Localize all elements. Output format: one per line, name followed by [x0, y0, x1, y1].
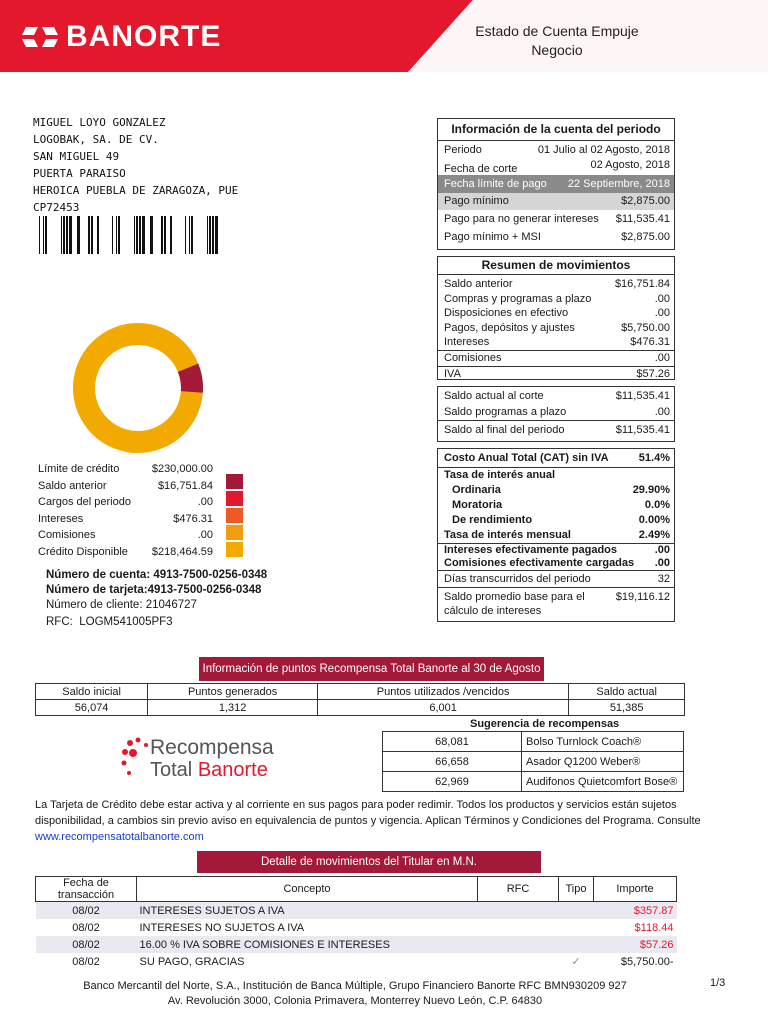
commissions-charged-row: Comisiones efectivamente cargadas .00: [444, 557, 670, 569]
points-table: [35, 683, 685, 716]
legend-swatch: [226, 491, 243, 506]
barcode-bar: [61, 216, 62, 254]
recompensa-logo-icon: [120, 735, 154, 785]
barcode-bar: [97, 216, 99, 254]
rate-row: Moratoria 0.0%: [452, 499, 670, 511]
barcode-bar: [63, 216, 65, 254]
movement-row: 08/02 INTERESES SUJETOS A IVA $357.87: [36, 902, 677, 920]
banorte-logo: [22, 20, 221, 54]
summary-title: Resumen de movimientos: [481, 258, 631, 272]
points-header: Saldo actual: [569, 684, 685, 700]
bank-footer: Banco Mercantil del Norte, S.A., Institución de Banca Múltiple, Grupo Financiero Banorte RFC BMN930209 927 Av. Revolución 3000, Colonia Primavera, Monterrey Nuevo León, C.P. 64830: [83, 980, 627, 1007]
account-details: [46, 568, 267, 630]
total-row: Saldo actual al corte $11,535.41: [444, 390, 670, 402]
barcode-bar: [134, 216, 135, 254]
barcode-bar: [191, 216, 193, 254]
summary-row: Comisiones .00: [438, 351, 674, 367]
brand-name: BANORTE: [66, 20, 222, 53]
movement-row: 08/02 INTERESES NO SUJETOS A IVA $118.44: [72, 921, 674, 934]
period-info-title: Información de la cuenta del periodo: [451, 122, 661, 136]
points-value: 51,385: [569, 700, 685, 716]
total-row: Saldo programas a plazo .00: [444, 406, 670, 418]
barcode-bar: [207, 216, 208, 254]
suggestions-title: Sugerencia de recompensas: [470, 718, 620, 730]
period-info-box: [437, 118, 675, 250]
recompensa-total-logo: Recompensa Total Banorte: [120, 735, 270, 787]
legend-swatches: [226, 474, 243, 559]
donut-available-slice: [84, 334, 192, 442]
barcode-bar: [69, 216, 72, 254]
balance-totals-box: [437, 386, 675, 442]
statement-title: Estado de Cuenta Empuje Negocio: [475, 23, 639, 58]
summary-row: Saldo anterior $16,751.84: [444, 278, 670, 290]
suggestion-row: 66,658 Asador Q1200 Weber®: [383, 752, 684, 772]
barcode-bar: [139, 216, 141, 254]
days-row: Días transcurridos del periodo 32: [444, 573, 670, 585]
barcode-bar: [189, 216, 190, 254]
points-value: 56,074: [36, 700, 148, 716]
credit-info: [38, 461, 213, 561]
cat-row: Costo Anual Total (CAT) sin IVA 51.4%: [444, 452, 670, 464]
address-line: MIGUEL LOYO GONZALEZ: [33, 116, 166, 129]
cut-date-row: Fecha de corte 02 Agosto, 2018: [444, 159, 670, 175]
annual-rate-label: Tasa de interés anual: [444, 469, 556, 481]
barcode-bar: [77, 216, 80, 254]
legend-swatch: [226, 542, 243, 557]
address-line: CP72453: [33, 201, 80, 214]
banorte-logo-icon: [22, 23, 58, 51]
points-header-row: [36, 684, 685, 700]
movements-summary-box: [437, 256, 675, 380]
rfc: RFC: LOGM541005PF3: [46, 616, 173, 628]
barcode-bar: [136, 216, 138, 254]
movements-title: Detalle de movimientos del Titular en M.N.: [197, 851, 541, 873]
barcode-bar: [209, 216, 211, 254]
due-date-row: Fecha límite de pago 22 Septiembre, 2018: [438, 175, 674, 193]
barcode-bar: [112, 216, 113, 254]
movement-row: 08/02 16.00 % IVA SOBRE COMISIONES E INTERESES $57.26: [36, 936, 677, 953]
barcode-bar: [39, 216, 40, 254]
no-interest-payment-row: Pago para no generar intereses $11,535.41: [444, 213, 670, 225]
period-row: Periodo 01 Julio al 02 Agosto, 2018: [444, 144, 670, 156]
postal-barcode: [37, 216, 225, 254]
address-line: HEROICA PUEBLA DE ZARAGOZA, PUE: [33, 184, 239, 197]
barcode-bar: [91, 216, 93, 254]
summary-row: Disposiciones en efectivo .00: [444, 307, 670, 319]
interest-paid-row: Intereses efectivamente pagados .00: [444, 544, 670, 556]
address-line: SAN MIGUEL 49: [33, 150, 120, 163]
credit-row: Comisiones .00: [38, 529, 213, 542]
client-number: Número de cliente: 21046727: [46, 599, 197, 611]
movement-row: 08/02 SU PAGO, GRACIAS ✓ $5,750.00-: [36, 953, 677, 970]
min-payment-row: Pago mínimo $2,875.00: [438, 193, 674, 210]
account-number: Número de cuenta: 4913-7500-0256-0348: [46, 569, 268, 581]
points-header: Puntos generados: [148, 684, 318, 700]
points-disclaimer: La Tarjeta de Crédito debe estar activa y al corriente en sus pagos para poder redimir. Todos los productos y servicios están sujetos disponibilidad, a cambios sin previo aviso en equivalencia de puntos y vigencia. Aplican Términos y Condiciones del Programa. Consulte www.recompensatotalbanorte.com: [35, 799, 701, 843]
legend-swatch: [226, 474, 243, 489]
legend-swatch: [226, 525, 243, 540]
barcode-bar: [185, 216, 186, 254]
payment-type-icon: ✓: [571, 956, 581, 968]
barcode-bar: [150, 216, 153, 254]
barcode-bar: [43, 216, 44, 254]
legend-swatch: [226, 508, 243, 523]
credit-row: Crédito Disponible $218,464.59: [38, 545, 213, 558]
barcode-bar: [88, 216, 90, 254]
credit-donut-chart: [73, 323, 203, 453]
barcode-bar: [116, 216, 117, 254]
barcode-bar: [118, 216, 120, 254]
summary-row: Pagos, depósitos y ajustes $5,750.00: [444, 321, 670, 334]
movements-table: [35, 876, 677, 970]
summary-row: IVA $57.26: [444, 367, 670, 380]
barcode-bar: [215, 216, 218, 254]
customer-address: [33, 114, 238, 216]
suggestion-row: 68,081 Bolso Turnlock Coach®: [383, 732, 684, 752]
barcode-bar: [45, 216, 47, 254]
barcode-bar: [170, 216, 172, 254]
points-title: Información de puntos Recompensa Total Banorte al 30 de Agosto: [199, 657, 544, 681]
suggestions-table: [382, 731, 684, 792]
summary-row: Compras y programas a plazo .00: [444, 292, 670, 305]
rates-box: [437, 448, 675, 622]
rate-row: Ordinaria 29.90%: [452, 484, 670, 496]
credit-row: Saldo anterior $16,751.84: [38, 479, 213, 492]
barcode-bar: [66, 216, 68, 254]
credit-row: Intereses $476.31: [38, 512, 213, 525]
barcode-bar: [164, 216, 166, 254]
card-number: Número de tarjeta:4913-7500-0256-0348: [46, 584, 262, 596]
points-value: 6,001: [317, 700, 568, 716]
movements-header-row: Fecha de transacción Concepto RFC Tipo Importe: [36, 877, 677, 902]
barcode-bar: [212, 216, 214, 254]
barcode-bar: [142, 216, 145, 254]
avg-balance-row: Saldo promedio base para el cálculo de intereses $19,116.12: [444, 591, 670, 617]
monthly-rate-row: Tasa de interés mensual 2.49%: [444, 529, 670, 541]
points-value: 1,312: [148, 700, 318, 716]
min-payment-msi-row: Pago mínimo + MSI $2,875.00: [444, 231, 670, 243]
points-header: Saldo inicial: [36, 684, 148, 700]
points-header: Puntos utilizados /vencidos: [317, 684, 568, 700]
credit-row: Cargos del periodo .00: [38, 496, 213, 509]
address-line: LOGOBAK, SA. DE CV.: [33, 133, 159, 146]
rate-row: De rendimiento 0.00%: [452, 514, 670, 526]
suggestion-row: 62,969 Audifonos Quietcomfort Bose®: [383, 772, 684, 792]
summary-row: Intereses $476.31: [438, 335, 674, 351]
credit-row: Límite de crédito $230,000.00: [38, 463, 213, 475]
page-number: 1/3: [710, 977, 726, 989]
address-line: PUERTA PARAISO: [33, 167, 126, 180]
points-value-row: [36, 700, 685, 716]
rewards-website-link[interactable]: www.recompensatotalbanorte.com: [35, 831, 204, 843]
barcode-bar: [161, 216, 163, 254]
total-row: Saldo al final del periodo $11,535.41: [444, 424, 670, 436]
